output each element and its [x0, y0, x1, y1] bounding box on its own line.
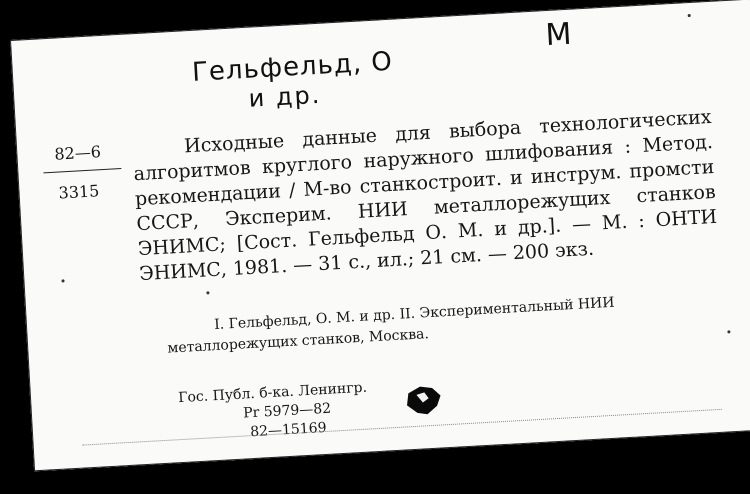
dust-speck: [688, 14, 691, 17]
tracing-entry: I. Гельфельд, О. М. и др. II. Экспериментальный НИИ металлорежущих станков, Москва.: [167, 294, 615, 357]
dust-speck: [61, 279, 64, 282]
accession-number: 82—15169: [249, 419, 327, 441]
shelf-code-bottom: 3315: [58, 181, 100, 203]
library-name: Гос. Публ. б-ка. Ленингр.: [177, 379, 368, 407]
shelf-divider: [43, 168, 121, 173]
handwritten-author: Гельфельд, О: [191, 46, 394, 88]
shelf-code-top: 82—6: [53, 142, 102, 164]
call-number: Pr 5979—82: [242, 400, 332, 422]
bibliographic-entry: Исходные данные для выбора технологических алгоритмов круглого наружного шлифования : Метод. рекомендации / М-во станкостроит. и инструм. промсти СССР, Эксперим. НИИ металлорежущих станков ЭНИМС; [Сост. Гельфельд О. М. и др.]. — М. : ОНТИ ЭНИМС, 1981. — 31 с., ил.; 21 см. — 200 экз.: [133, 105, 718, 286]
shelf-mark: [42, 140, 125, 205]
handwritten-mark: М: [544, 16, 573, 54]
ink-blot: [402, 381, 444, 417]
dust-speck: [727, 330, 730, 333]
catalog-card: [10, 0, 750, 471]
dust-speck: [206, 291, 209, 294]
handwritten-author-suffix: и др.: [247, 80, 323, 113]
